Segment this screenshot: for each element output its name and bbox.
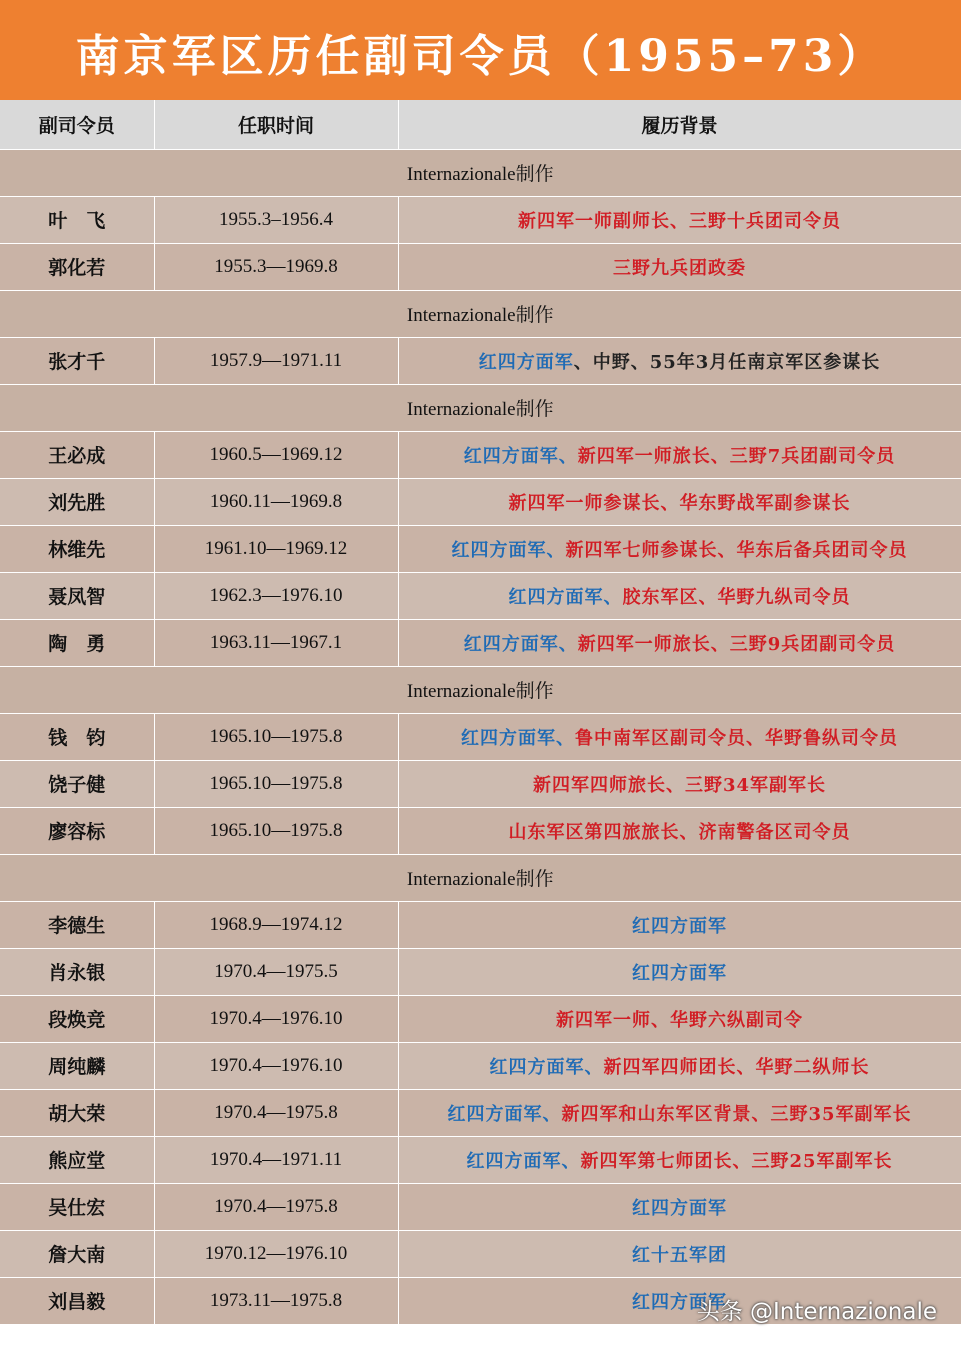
separator-row bbox=[0, 384, 961, 431]
table-row bbox=[0, 948, 961, 995]
background-cell bbox=[398, 1042, 961, 1089]
table-header-row bbox=[0, 100, 961, 149]
background-segment: 新四军一师参谋长、华东野战军副参谋长 bbox=[508, 492, 851, 514]
term-period: 1963.11—1967.1 bbox=[154, 619, 398, 666]
background-cell bbox=[398, 196, 961, 243]
background-segment: 鲁中南军区副司令员、华野鲁纵司令员 bbox=[575, 727, 898, 749]
background-cell bbox=[398, 995, 961, 1042]
background-cell bbox=[398, 1089, 961, 1136]
background-segment: 红四方面军、 bbox=[489, 1056, 604, 1078]
background-cell bbox=[398, 525, 961, 572]
background-segment: 新四军七师参谋长、华东后备兵团司令员 bbox=[565, 539, 908, 561]
header-name: 副司令员 bbox=[0, 100, 154, 149]
separator-row bbox=[0, 854, 961, 901]
term-period: 1960.11—1969.8 bbox=[154, 478, 398, 525]
table-row bbox=[0, 337, 961, 384]
term-period: 1962.3—1976.10 bbox=[154, 572, 398, 619]
watermark: 头条 @Internazionale bbox=[696, 1299, 937, 1325]
background-segment: 新四军四师旅长、三野34军副军长 bbox=[532, 774, 827, 796]
table-row bbox=[0, 525, 961, 572]
background-cell bbox=[398, 431, 961, 478]
commander-name: 肖永银 bbox=[0, 948, 154, 995]
header-background: 履历背景 bbox=[398, 100, 961, 149]
separator-row bbox=[0, 149, 961, 196]
background-segment: 新四军第七师团长、三野25军副军长 bbox=[580, 1150, 893, 1172]
term-period: 1970.4—1976.10 bbox=[154, 1042, 398, 1089]
commander-name: 聂凤智 bbox=[0, 572, 154, 619]
background-segment: 红四方面军 bbox=[632, 1291, 727, 1313]
page-title: 南京军区历任副司令员（1955–73） bbox=[75, 31, 886, 82]
term-period: 1955.3—1969.8 bbox=[154, 243, 398, 290]
table-row bbox=[0, 807, 961, 854]
title-bar bbox=[0, 0, 961, 100]
background-segment: 红四方面军、 bbox=[463, 633, 578, 655]
commander-name: 李德生 bbox=[0, 901, 154, 948]
separator-row bbox=[0, 666, 961, 713]
background-segment: 新四军四师团长、华野二纵师长 bbox=[603, 1056, 870, 1078]
background-segment: 新四军一师旅长、三野9兵团副司令员 bbox=[577, 633, 896, 655]
table-row bbox=[0, 1089, 961, 1136]
table-row bbox=[0, 713, 961, 760]
term-period: 1965.10—1975.8 bbox=[154, 760, 398, 807]
table-row bbox=[0, 760, 961, 807]
table-row bbox=[0, 901, 961, 948]
background-cell bbox=[398, 1230, 961, 1277]
background-segment: 红四方面军 bbox=[478, 351, 574, 373]
separator-text: Internazionale制作 bbox=[0, 854, 961, 901]
commander-name: 胡大荣 bbox=[0, 1089, 154, 1136]
background-segment: 山东军区第四旅旅长、济南警备区司令员 bbox=[508, 821, 851, 843]
table-row bbox=[0, 572, 961, 619]
background-cell bbox=[398, 1136, 961, 1183]
term-period: 1960.5—1969.12 bbox=[154, 431, 398, 478]
table-row bbox=[0, 1136, 961, 1183]
separator-text: Internazionale制作 bbox=[0, 666, 961, 713]
commander-name: 段焕竞 bbox=[0, 995, 154, 1042]
table-body bbox=[0, 149, 961, 1324]
background-cell bbox=[398, 478, 961, 525]
background-segment: 红四方面军 bbox=[632, 962, 727, 984]
background-segment: 、中野、55年3月任南京军区参谋长 bbox=[573, 351, 881, 373]
background-segment: 红四方面军、 bbox=[461, 727, 575, 749]
background-segment: 红四方面军、 bbox=[447, 1103, 562, 1125]
table-row bbox=[0, 995, 961, 1042]
commander-name: 钱 钧 bbox=[0, 713, 154, 760]
header-term: 任职时间 bbox=[154, 100, 398, 149]
background-segment: 红四方面军、 bbox=[451, 539, 566, 561]
background-cell bbox=[398, 901, 961, 948]
commander-name: 刘先胜 bbox=[0, 478, 154, 525]
background-cell bbox=[398, 948, 961, 995]
term-period: 1957.9—1971.11 bbox=[154, 337, 398, 384]
commander-name: 叶 飞 bbox=[0, 196, 154, 243]
term-period: 1970.4—1975.5 bbox=[154, 948, 398, 995]
commander-name: 詹大南 bbox=[0, 1230, 154, 1277]
background-segment: 红十五军团 bbox=[632, 1244, 727, 1266]
table-row bbox=[0, 1183, 961, 1230]
term-period: 1970.4—1976.10 bbox=[154, 995, 398, 1042]
commander-name: 廖容标 bbox=[0, 807, 154, 854]
background-cell bbox=[398, 760, 961, 807]
commander-name: 饶子健 bbox=[0, 760, 154, 807]
background-cell bbox=[398, 337, 961, 384]
commander-name: 林维先 bbox=[0, 525, 154, 572]
term-period: 1961.10—1969.12 bbox=[154, 525, 398, 572]
commander-name: 周纯麟 bbox=[0, 1042, 154, 1089]
term-period: 1965.10—1975.8 bbox=[154, 713, 398, 760]
background-segment: 红四方面军 bbox=[632, 1197, 727, 1219]
commander-name: 郭化若 bbox=[0, 243, 154, 290]
background-segment: 新四军一师副师长、三野十兵团司令员 bbox=[518, 210, 841, 232]
background-segment: 红四方面军 bbox=[632, 915, 727, 937]
commanders-table bbox=[0, 100, 961, 1325]
separator-text: Internazionale制作 bbox=[0, 290, 961, 337]
table-row bbox=[0, 478, 961, 525]
background-cell bbox=[398, 1183, 961, 1230]
table-row bbox=[0, 1230, 961, 1277]
commander-name: 王必成 bbox=[0, 431, 154, 478]
term-period: 1965.10—1975.8 bbox=[154, 807, 398, 854]
background-segment: 新四军和山东军区背景、三野35军副军长 bbox=[561, 1103, 912, 1125]
commander-name: 熊应堂 bbox=[0, 1136, 154, 1183]
background-cell bbox=[398, 619, 961, 666]
term-period: 1970.4—1971.11 bbox=[154, 1136, 398, 1183]
background-cell bbox=[398, 572, 961, 619]
table-row bbox=[0, 619, 961, 666]
term-period: 1955.3–1956.4 bbox=[154, 196, 398, 243]
commander-name: 陶 勇 bbox=[0, 619, 154, 666]
term-period: 1973.11—1975.8 bbox=[154, 1277, 398, 1324]
background-segment: 新四军一师、华野六纵副司令 bbox=[556, 1009, 803, 1031]
separator-row bbox=[0, 290, 961, 337]
table-row bbox=[0, 431, 961, 478]
separator-text: Internazionale制作 bbox=[0, 384, 961, 431]
commander-name: 张才千 bbox=[0, 337, 154, 384]
term-period: 1970.4—1975.8 bbox=[154, 1089, 398, 1136]
background-cell bbox=[398, 807, 961, 854]
term-period: 1970.12—1976.10 bbox=[154, 1230, 398, 1277]
table-row bbox=[0, 1042, 961, 1089]
commander-name: 刘昌毅 bbox=[0, 1277, 154, 1324]
term-period: 1970.4—1975.8 bbox=[154, 1183, 398, 1230]
background-segment: 红四方面军、 bbox=[508, 586, 623, 608]
background-cell bbox=[398, 713, 961, 760]
separator-text: Internazionale制作 bbox=[0, 149, 961, 196]
background-segment: 三野九兵团政委 bbox=[613, 257, 746, 279]
background-segment: 红四方面军、 bbox=[463, 445, 578, 467]
background-segment: 新四军一师旅长、三野7兵团副司令员 bbox=[577, 445, 896, 467]
table-row bbox=[0, 196, 961, 243]
table-row bbox=[0, 243, 961, 290]
term-period: 1968.9—1974.12 bbox=[154, 901, 398, 948]
commander-name: 吴仕宏 bbox=[0, 1183, 154, 1230]
background-cell bbox=[398, 243, 961, 290]
background-segment: 红四方面军、 bbox=[466, 1150, 581, 1172]
background-segment: 胶东军区、华野九纵司令员 bbox=[622, 586, 851, 608]
